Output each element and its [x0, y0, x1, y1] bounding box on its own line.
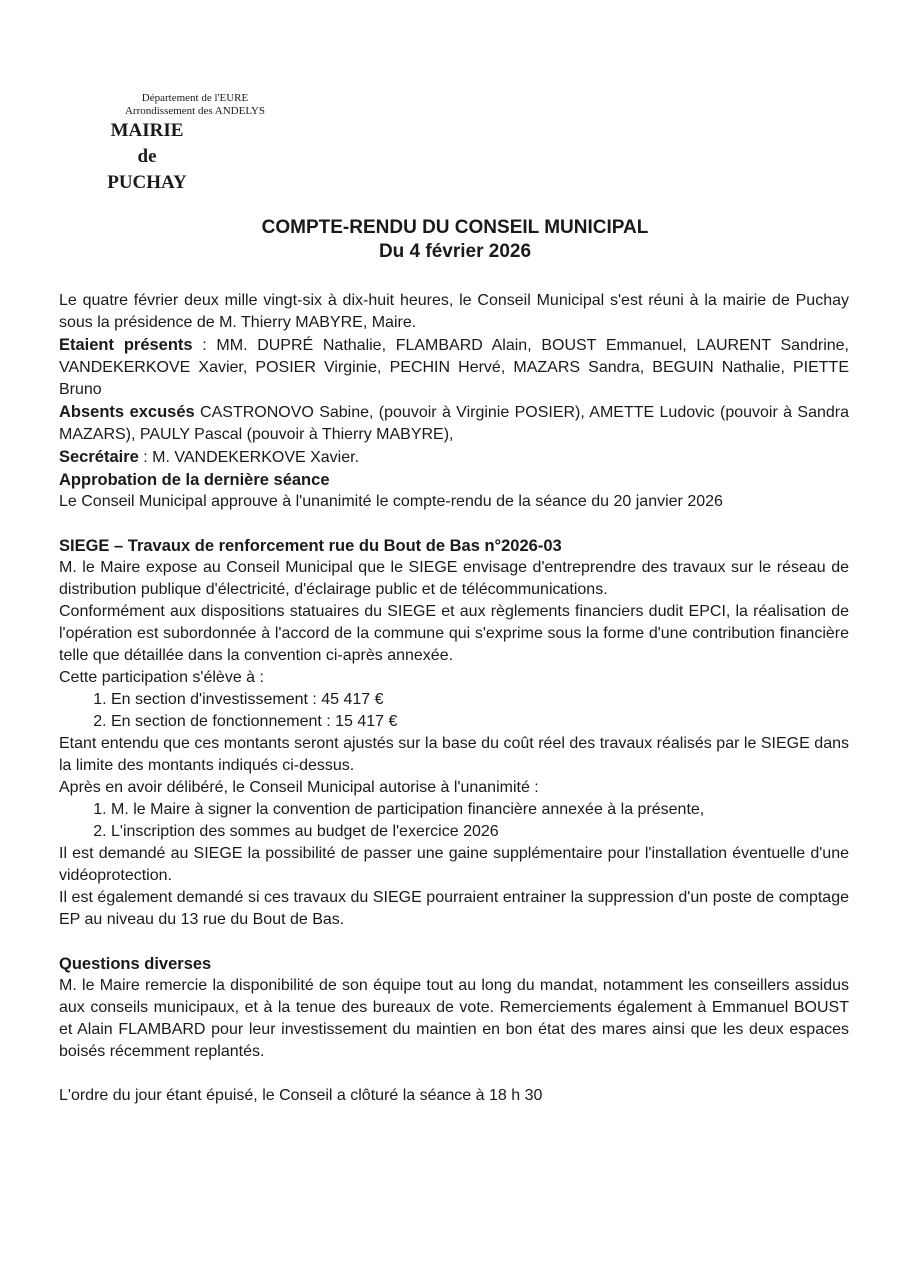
- siege-paragraph-1: M. le Maire expose au Conseil Municipal que le SIEGE envisage d'entreprendre des travaux sur le réseau de distribution publique d'électricité, d'éclairage public et de télécommunications.: [59, 559, 849, 598]
- document-body: [59, 290, 849, 1107]
- mairie-de-line: de: [137, 146, 157, 167]
- presents-text: : MM. DUPRÉ Nathalie, FLAMBARD Alain, BOUST Emmanuel, LAURENT Sandrine, VANDEKERKOVE Xavier, POSIER Virginie, PECHIN Hervé, MAZARS Sandra, BEGUIN Nathalie, PIETTE Bruno: [59, 337, 849, 398]
- presents-paragraph: [59, 334, 849, 401]
- siege-paragraph-7: Il est également demandé si ces travaux du SIEGE pourraient entrainer la suppression d'un poste de comptage EP au niveau du 13 rue du Bout de Bas.: [59, 889, 849, 928]
- secretaire-paragraph: [59, 446, 849, 469]
- approbation-heading: Approbation de la dernière séance: [59, 471, 330, 489]
- list-item: 1. En section d'investissement : 45 417 €: [111, 689, 849, 711]
- title-line-2: Du 4 février 2026: [378, 241, 532, 262]
- secretaire-label: Secrétaire: [59, 448, 139, 466]
- list-item: 2. L'inscription des sommes au budget de l'exercice 2026: [111, 821, 849, 843]
- questions-text: M. le Maire remercie la disponibilité de son équipe tout au long du mandat, notamment les conseillers assidus aux conseils municipaux, et à la tenue des bureaux de vote. Remerciements également à Emmanuel BOUST et Alain FLAMBARD pour leur investissement du maintien en bon état des mares ainsi que les deux espaces boisés récemment replantés.: [59, 977, 849, 1060]
- list-item: 1. M. le Maire à signer la convention de participation financière annexée à la présente,: [111, 799, 849, 821]
- mairie-line: MAIRIE: [110, 120, 184, 141]
- siege-section: [59, 535, 849, 931]
- siege-paragraph-6: Il est demandé au SIEGE la possibilité de passer une gaine supplémentaire pour l'installation éventuelle d'une vidéoprotection.: [59, 845, 849, 884]
- absents-label: Absents excusés: [59, 403, 195, 421]
- intro-paragraph: Le quatre février deux mille vingt-six à dix-huit heures, le Conseil Municipal s'est réuni à la mairie de Puchay sous la présidence de M. Thierry MABYRE, Maire.: [59, 292, 849, 331]
- presents-label: Etaient présents: [59, 336, 193, 354]
- secretaire-text: : M. VANDEKERKOVE Xavier.: [138, 449, 360, 466]
- document-title: [0, 216, 900, 264]
- absents-text: CASTRONOVO Sabine, (pouvoir à Virginie POSIER), AMETTE Ludovic (pouvoir à Sandra MAZARS), PAULY Pascal (pouvoir à Thierry MABYRE),: [59, 404, 849, 443]
- siege-paragraph-4: Etant entendu que ces montants seront ajustés sur la base du coût réel des travaux réalisés par le SIEGE dans la limite des montants indiqués ci-dessus.: [59, 735, 849, 774]
- absents-paragraph: [59, 401, 849, 446]
- questions-section: [59, 953, 849, 1063]
- mairie-commune-line: PUCHAY: [107, 172, 187, 193]
- authorisation-list: [59, 799, 849, 843]
- closing-line: L'ordre du jour étant épuisé, le Conseil a clôturé la séance à 18 h 30: [59, 1087, 543, 1104]
- siege-heading: SIEGE – Travaux de renforcement rue du Bout de Bas n°2026-03: [59, 537, 562, 555]
- list-item: 2. En section de fonctionnement : 15 417 €: [111, 711, 849, 733]
- questions-heading: Questions diverses: [59, 955, 212, 973]
- title-line-1: COMPTE-RENDU DU CONSEIL MUNICIPAL: [261, 217, 649, 238]
- departement-line: Département de l'EURE: [141, 92, 249, 104]
- siege-paragraph-2: Conformément aux dispositions statuaires du SIEGE et aux règlements financiers dudit EPCI, la réalisation de l'opération est subordonnée à l'accord de la commune qui s'exprime sous la forme d'une contribution financière telle que détaillée dans la convention ci-après annexée.: [59, 603, 849, 664]
- arrondissement-line: Arrondissement des ANDELYS: [124, 105, 266, 117]
- approbation-text: Le Conseil Municipal approuve à l'unanimité le compte-rendu de la séance du 20 janvier 2026: [59, 493, 723, 510]
- letterhead: [60, 92, 330, 196]
- participation-list: [59, 689, 849, 733]
- siege-paragraph-5: Après en avoir délibéré, le Conseil Municipal autorise à l'unanimité :: [59, 779, 539, 796]
- approbation-section: [59, 469, 849, 513]
- siege-paragraph-3: Cette participation s'élève à :: [59, 669, 264, 686]
